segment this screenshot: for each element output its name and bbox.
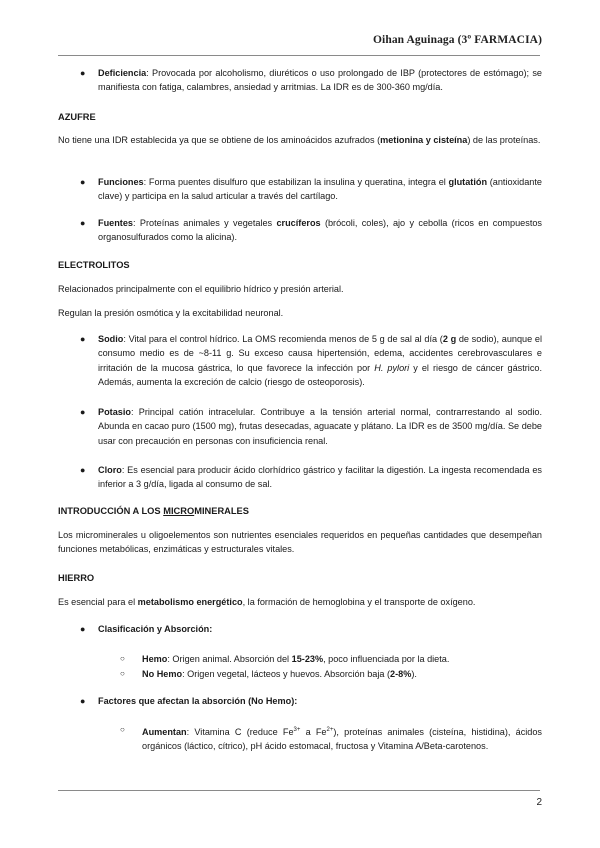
heading-hierro: HIERRO — [58, 573, 95, 583]
bullet-fuentes: ● Fuentes: Proteínas animales y vegetales crucíferos (brócoli, coles), ajo y cebolla (ricos en compuestos organosulfurados como la alicina). — [80, 218, 542, 243]
bullet-factores: ● Factores que afectan la absorción (No Hemo): — [80, 694, 542, 708]
bullet-dot: ● — [80, 334, 86, 344]
footer-rule — [58, 790, 540, 791]
heading-microminerales: INTRODUCCIÓN A LOS MICROMINERALES — [58, 506, 249, 516]
hierro-intro: Es esencial para el metabolismo energético, la formación de hemoglobina y el transporte de oxígeno. — [58, 597, 476, 607]
bullet-dot: ● — [80, 624, 86, 634]
bullet-cloro: ● Cloro: Es esencial para producir ácido clorhídrico gástrico y facilitar la digestión. La ingesta recomendada es inferior a 3 g/día, ligada al consumo de sal. — [80, 465, 542, 490]
electrolitos-p1: Relacionados principalmente con el equilibrio hídrico y presión arterial. — [58, 284, 344, 294]
subbullet-circle: ○ — [120, 725, 125, 734]
bullet-dot: ● — [80, 177, 86, 187]
deficiencia-text: : Provocada por alcoholismo, diuréticos o uso prolongado de IBP (protectores de estómago); se manifiesta con fatiga, calambres, ansiedad y arritmias. La IDR es de 300-360 mg/día. — [98, 68, 542, 93]
subbullet-aumentan: ○ Aumentan: Vitamina C (reduce $Fe^{3+}$ a $Fe^{2+}$), proteínas animales (cisteína, histidina), ácidos orgánicos (láctico, cítrico), pH ácido estomacal, fructosa y Vitamina A/Beta-carotenos. — [120, 725, 542, 752]
subbullet-hemo: ○ Hemo: Origen animal. Absorción del 15-23%, poco influenciada por la dieta. — [120, 652, 542, 666]
bullet-deficiencia — [80, 66, 542, 95]
azufre-intro: No tiene una IDR establecida ya que se obtiene de los aminoácidos azufrados (metionina y cisteína) de las proteínas. — [58, 135, 541, 145]
deficiencia-label: Deficiencia — [98, 68, 147, 78]
header-rule — [58, 55, 540, 56]
bullet-funciones: ● Funciones: Forma puentes disulfuro que estabilizan la insulina y queratina, integra el glutatión (antioxidante clave) y participa en la salud articular a través del cartílago. — [80, 177, 542, 202]
electrolitos-p2: Regulan la presión osmótica y la excitabilidad neuronal. — [58, 308, 284, 318]
bullet-dot: ● — [80, 68, 86, 78]
subbullet-circle: ○ — [120, 669, 125, 678]
subbullet-circle: ○ — [120, 654, 125, 663]
bullet-clasificacion: ● Clasificación y Absorción: — [80, 622, 542, 636]
page-number: 2 — [536, 797, 542, 808]
bullet-sodio: ● Sodio: Vital para el control hídrico. La OMS recomienda menos de 5 g de sal al día (2 g de sodio), aunque el consumo medio es de ~8-11 g. Su exceso causa hipertensión, edema, accidentes cerebrovasculares e irritación de la mucosa gástrica, lo que favorece la infección por H. pylori y el riesgo de cáncer gástrico. Además, aumenta la excreción de calcio (riesgo de osteoporosis). — [80, 334, 543, 388]
heading-azufre: AZUFRE — [58, 112, 96, 122]
bullet-potasio: ● Potasio: Principal catión intracelular. Contribuye a la tensión arterial normal, contrarrestando al sodio. Abunda en cacao puro (1500 mg), frutas desecadas, aguacate y plátano. La IDR es de 3500 mg/día. Se debe usar con precaución en personas con insuficiencia renal. — [80, 407, 542, 446]
bullet-dot: ● — [80, 696, 86, 706]
header-author: Oihan Aguinaga (3º FARMACIA) — [373, 34, 542, 46]
bullet-dot: ● — [80, 465, 86, 475]
heading-electrolitos: ELECTROLITOS — [58, 260, 130, 270]
microminerales-text: Los microminerales u oligoelementos son nutrientes esenciales requeridos en pequeñas cantidades que desempeñan funciones metabólicas, enzimáticas y estructurales vitales. — [58, 530, 542, 555]
bullet-dot: ● — [80, 218, 86, 228]
subbullet-nohemo: ○ No Hemo: Origen vegetal, lácteos y huevos. Absorción baja (2-8%). — [120, 667, 542, 681]
bullet-dot: ● — [80, 407, 86, 417]
